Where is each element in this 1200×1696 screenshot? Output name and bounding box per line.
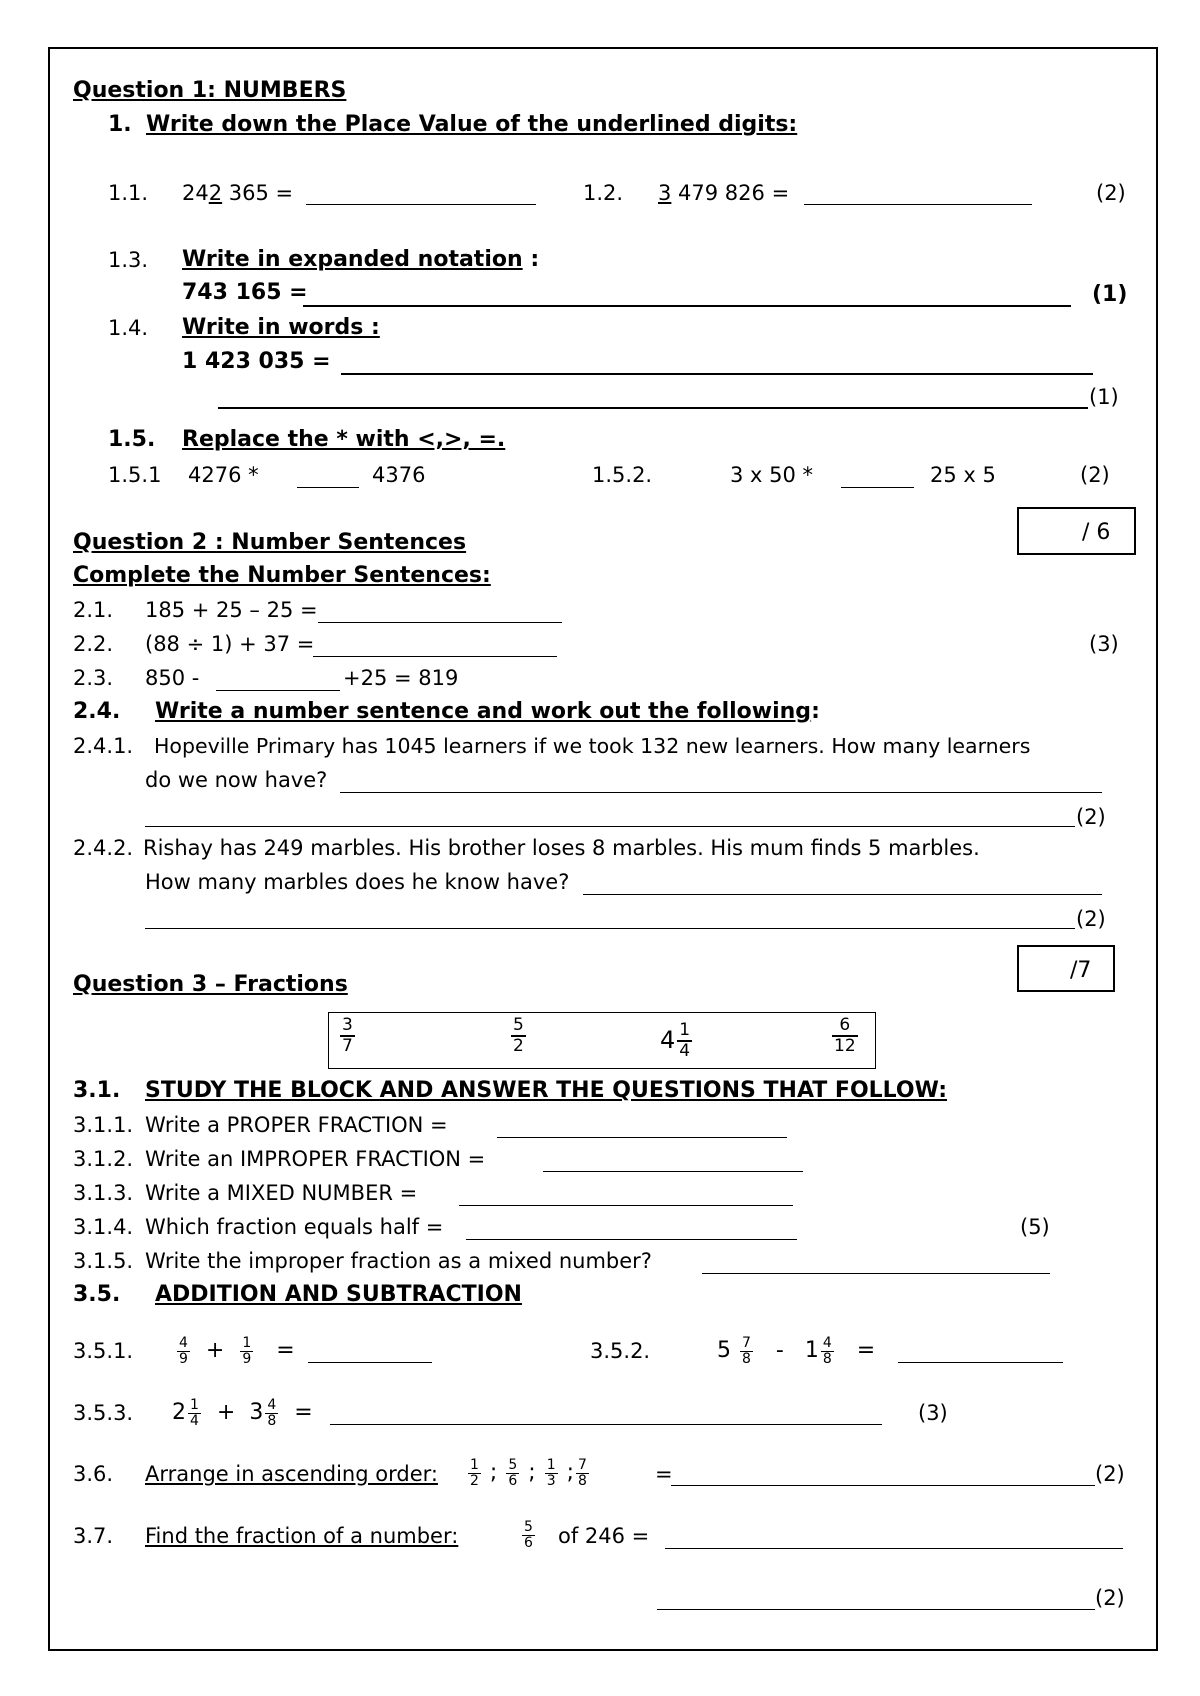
item-3-6-instruction: Arrange in ascending order: [145,1462,438,1486]
answer-blank-1-2[interactable] [804,204,1032,205]
answer-blank-2-4-1-line-2[interactable] [145,826,1075,827]
item-1-4-number: 1.4. [108,316,149,340]
answer-blank-1-5-1[interactable] [297,487,359,488]
answer-blank-3-1-2[interactable] [543,1171,803,1172]
item-2-4-1-question-cont: do we now have? [145,768,328,792]
answer-blank-2-1[interactable] [318,622,562,623]
item-1-5-2-number: 1.5.2. [592,463,653,487]
item-3-1-2-question: Write an IMPROPER FRACTION = [145,1147,486,1171]
item-1-5-number: 1.5. [108,427,156,452]
item-1-5-2-left: 3 x 50 * [730,463,814,487]
item-2-4-2-number: 2.4.2. [73,836,134,860]
question-3-title: Question 3 – Fractions [73,972,348,997]
item-3-1-3-number: 3.1.3. [73,1181,134,1205]
item-2-4-number: 2.4. [73,699,121,724]
item-3-1-1-number: 3.1.1. [73,1113,134,1137]
item-1-3-instruction: Write in expanded notation : [182,247,540,272]
answer-blank-2-2[interactable] [313,656,557,657]
item-3-5-2-number: 3.5.2. [590,1339,651,1363]
question-2-title: Question 2 : Number Sentences [73,530,467,555]
item-3-5-3-number: 3.5.3. [73,1401,134,1425]
item-3-1-number: 3.1. [73,1078,121,1103]
answer-blank-3-5-2[interactable] [898,1362,1063,1363]
item-2-4-1-number: 2.4.1. [73,734,134,758]
question-1-title: Question 1: NUMBERS [73,78,347,103]
item-3-5-2-expression: 5 $\frac{7}{8}$ - 1 $\frac{4}{8}$ = [717,1334,876,1367]
answer-blank-1-4-line-1[interactable] [341,373,1093,375]
item-1-instruction: Write down the Place Value of the underlined digits: [146,112,798,137]
item-1-5-1-right: 4376 [372,463,426,487]
item-2-3-right: +25 = 819 [343,666,459,690]
marks-label: (1) [1092,282,1128,307]
item-3-1-instruction: STUDY THE BLOCK AND ANSWER THE QUESTIONS THAT FOLLOW: [145,1078,948,1103]
item-2-4-instruction: Write a number sentence and work out the following: [155,699,820,724]
answer-blank-2-4-2-line-2[interactable] [145,928,1075,929]
item-3-6-equals: = [655,1462,673,1486]
item-3-1-1-question: Write a PROPER FRACTION = [145,1113,448,1137]
answer-blank-3-6[interactable] [671,1485,1095,1486]
marks-label: (2) [1096,181,1126,205]
answer-blank-3-7-line-1[interactable] [665,1548,1123,1549]
item-1-5-1-left: 4276 * [188,463,259,487]
item-3-7-number: 3.7. [73,1524,114,1548]
score-box-q2 [1017,945,1115,992]
item-3-1-4-number: 3.1.4. [73,1215,134,1239]
item-3-1-4-question: Which fraction equals half = [145,1215,444,1239]
item-3-1-5-number: 3.1.5. [73,1249,134,1273]
item-3-5-1-expression: $\frac{4}{9}$ + $\frac{1}{9}$ = [179,1334,295,1367]
answer-blank-1-1[interactable] [306,204,536,205]
item-2-2-number: 2.2. [73,632,114,656]
item-3-7-expression: of 246 = [558,1524,650,1548]
item-1-number: 1. [108,112,132,137]
item-2-3-number: 2.3. [73,666,114,690]
item-1-5-instruction: Replace the * with <,>, =. [182,427,506,452]
marks-label: (2) [1095,1462,1125,1486]
item-2-2-expression: (88 ÷ 1) + 37 = [145,632,315,656]
marks-label: (3) [918,1401,948,1425]
item-1-5-1-number: 1.5.1 [108,463,162,487]
block-fraction-1: $\frac{3}{7}$ [342,1015,353,1056]
item-3-5-3-expression: 2 $\frac{1}{4}$ + 3 $\frac{4}{8}$ = [172,1396,313,1429]
underlined-digit: 2 [208,181,223,205]
item-2-4-2-question: Rishay has 249 marbles. His brother loses 8 marbles. His mum finds 5 marbles. [143,836,980,860]
item-1-1-number: 1.1. [108,181,149,205]
score-q2: /7 [1070,958,1092,983]
marks-label: (2) [1095,1586,1125,1610]
item-2-4-1-question: Hopeville Primary has 1045 learners if we took 132 new learners. How many learners [154,734,1031,758]
item-3-1-5-question: Write the improper fraction as a mixed number? [145,1249,652,1273]
answer-blank-2-3[interactable] [216,690,340,691]
answer-blank-1-4-line-2[interactable] [218,407,1088,409]
score-box-q1 [1017,507,1136,555]
item-2-3-left: 850 - [145,666,200,690]
item-3-5-1-number: 3.5.1. [73,1339,134,1363]
marks-label: (1) [1089,385,1119,409]
marks-label: (3) [1089,632,1119,656]
marks-label: (2) [1076,907,1106,931]
marks-label: (5) [1020,1215,1050,1239]
item-1-2-number: 1.2. [583,181,624,205]
item-1-3-number: 1.3. [108,248,149,272]
item-2-1-number: 2.1. [73,598,114,622]
score-q1: / 6 [1082,520,1111,545]
item-1-4-instruction: Write in words : [182,315,380,340]
item-1-2-expression: 3 479 826 = [658,181,790,205]
fraction-block [328,1012,876,1069]
block-fraction-4: $\frac{6}{12}$ [834,1015,856,1056]
item-1-4-number-value: 1 423 035 = [182,349,331,374]
item-3-1-2-number: 3.1.2. [73,1147,134,1171]
item-1-3-number-value: 743 165 = [182,280,308,305]
answer-blank-3-1-5[interactable] [702,1273,1050,1274]
block-fraction-2: $\frac{5}{2}$ [513,1015,524,1056]
item-3-6-fractions: $\frac{1}{2}$ ; $\frac{5}{6}$ ; $\frac{1}{3}$ ; $\frac{7}{8}$ [470,1456,587,1489]
answer-blank-2-4-2-line-1[interactable] [583,894,1102,895]
answer-blank-1-3[interactable] [303,305,1071,307]
item-3-6-number: 3.6. [73,1462,114,1486]
answer-blank-3-1-4[interactable] [466,1239,797,1240]
item-3-5-number: 3.5. [73,1282,121,1307]
item-3-1-3-question: Write a MIXED NUMBER = [145,1181,418,1205]
marks-label: (2) [1080,463,1110,487]
answer-blank-3-5-1[interactable] [308,1362,432,1363]
question-2-subtitle: Complete the Number Sentences: [73,563,491,588]
answer-blank-3-5-3[interactable] [330,1424,882,1425]
underlined-digit: 3 [658,181,672,205]
item-2-1-expression: 185 + 25 – 25 = [145,598,318,622]
item-1-1-expression: 242 365 = [182,181,294,205]
item-2-4-2-question-cont: How many marbles does he know have? [145,870,570,894]
answer-blank-2-4-1-line-1[interactable] [340,792,1102,793]
item-3-7-fraction: $\frac{5}{6}$ [524,1518,533,1551]
item-3-7-instruction: Find the fraction of a number: [145,1524,459,1548]
item-1-5-2-right: 25 x 5 [930,463,996,487]
answer-blank-3-1-1[interactable] [497,1137,787,1138]
answer-blank-1-5-2[interactable] [841,487,914,488]
item-3-5-heading: ADDITION AND SUBTRACTION [155,1282,522,1307]
answer-blank-3-1-3[interactable] [459,1205,793,1206]
marks-label: (2) [1076,805,1106,829]
answer-blank-3-7-line-2[interactable] [657,1609,1095,1610]
block-fraction-3: 4 $\frac{1}{4}$ [660,1020,691,1061]
